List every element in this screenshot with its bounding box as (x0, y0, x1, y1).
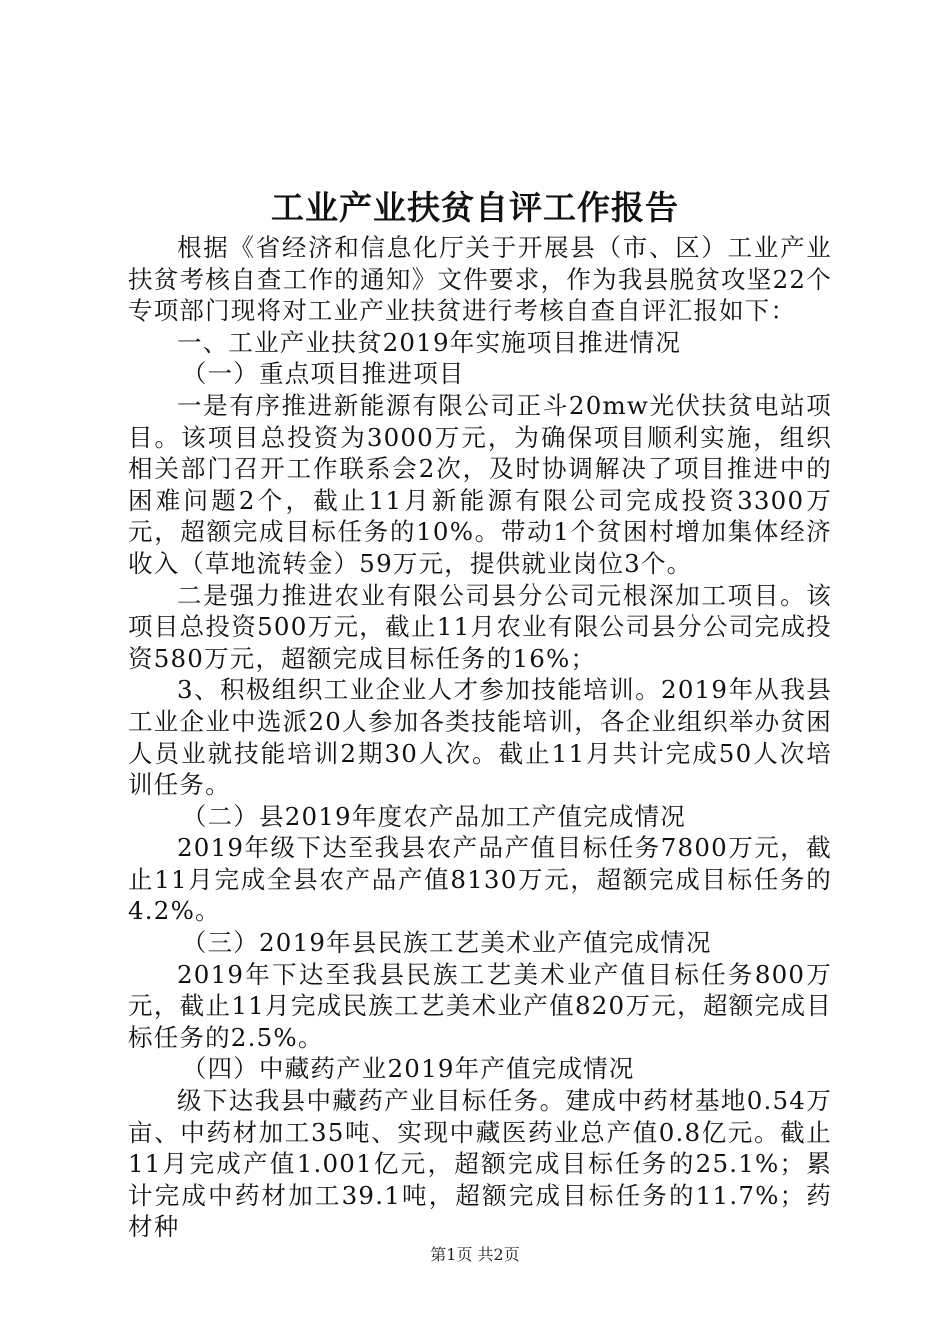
subsection-heading-4: （四）中藏药产业2019年产值完成情况 (181, 1054, 635, 1084)
paragraph-medicine-output: 级下达我县中藏药产业目标任务。建成中药材基地0.54万亩、中药材加工35吨、实现中藏医药业总产值0.8亿元。截止11月完成产值1.001亿元，超额完成目标任务的25.1%；累计完成中药材加工39.1吨，超额完成目标任务的11.7%；药材种 (128, 1086, 832, 1242)
paragraph-crafts-output: 2019年下达至我县民族工艺美术业产值目标任务800万元，截止11月完成民族工艺美术业产值820万元，超额完成目标任务的2.5%。 (128, 959, 832, 1052)
intro-paragraph: 根据《省经济和信息化厅关于开展县（市、区）工业产业扶贫考核自查工作的通知》文件要求，作为我县脱贫攻坚22个专项部门现将对工业产业扶贫进行考核自查自评汇报如下： (128, 233, 832, 326)
subsection-heading-1: （一）重点项目推进项目 (181, 359, 465, 389)
page-footer: 第1页 共2页 (430, 1245, 520, 1264)
paragraph-training: 3、积极组织工业企业人才参加技能培训。2019年从我县工业企业中选派20人参加各类技能培训，各企业组织举办贫困人员业就技能培训2期30人次。截止11月共计完成50人次培训任务。 (128, 675, 832, 800)
document-body (128, 232, 832, 1243)
paragraph-project-2: 二是强力推进农业有限公司县分公司元根深加工项目。该项目总投资500万元，截止11月农业有限公司县分公司完成投资580万元，超额完成目标任务的16%； (128, 580, 832, 673)
section-heading-1: 一、工业产业扶贫2019年实施项目推进情况 (177, 327, 682, 357)
subsection-heading-3: （三）2019年县民族工艺美术业产值完成情况 (181, 928, 712, 958)
paragraph-project-1: 一是有序推进新能源有限公司正斗20mw光伏扶贫电站项目。该项目总投资为3000万元，为确保项目顺利实施，组织相关部门召开工作联系会2次，及时协调解决了项目推进中的困难问题2个，截止11月新能源有限公司完成投资3300万元，超额完成目标任务的10%。带动1个贫困村增加集体经济收入（草地流转金）59万元，提供就业岗位3个。 (128, 390, 832, 578)
subsection-heading-2: （二）县2019年度农产品加工产值完成情况 (181, 801, 686, 831)
paragraph-agri-output: 2019年级下达至我县农产品产值目标任务7800万元，截止11月完成全县农产品产值8130万元，超额完成目标任务的4.2%。 (128, 833, 832, 926)
document-title: 工业产业扶贫自评工作报告 (271, 188, 679, 227)
